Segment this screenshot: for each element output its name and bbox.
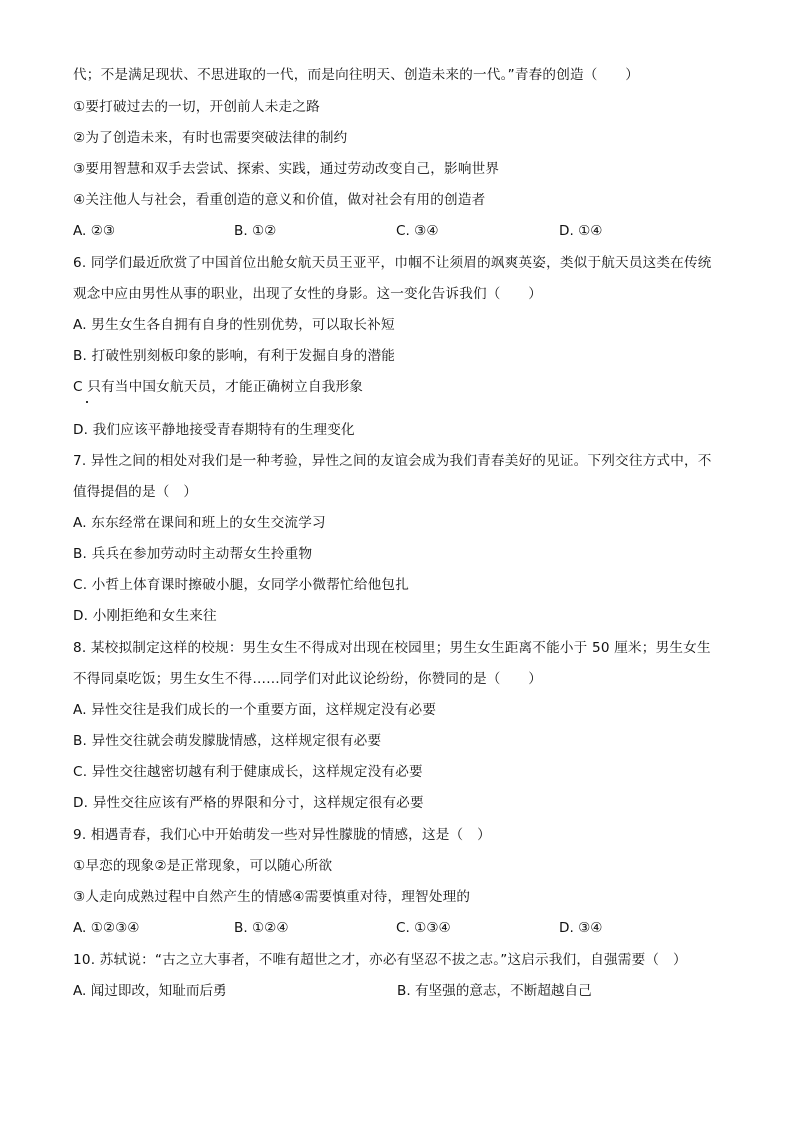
q6-option-d: D. 我们应该平静地接受青春期特有的生理变化 [73, 422, 355, 438]
q9-option-b: B. ①②④ [234, 920, 289, 936]
q8-option-d: D. 异性交往应该有严格的界限和分寸，这样规定很有必要 [73, 795, 424, 811]
q5-statement-1: ①要打破过去的一切，开创前人未走之路 [73, 99, 320, 115]
q9-stem: 9. 相遇青春，我们心中开始萌发一些对异性朦胧的情感，这是（ ） [73, 827, 491, 843]
q6-option-a: A. 男生女生各自拥有自身的性别优势，可以取长补短 [73, 317, 395, 333]
q7-option-c: C. 小哲上体育课时擦破小腿，女同学小微帮忙给他包扎 [73, 577, 409, 593]
q5-options [73, 222, 723, 240]
q6-option-b: B. 打破性别刻板印象的影响，有利于发掘自身的潜能 [73, 348, 396, 364]
q9-statement-2: ③人走向成熟过程中自然产生的情感④需要慎重对待，理智处理的 [73, 889, 471, 905]
q7-option-a: A. 东东经常在课间和班上的女生交流学习 [73, 515, 326, 531]
q7-stem-line-1: 7. 异性之间的相处对我们是一种考验，异性之间的友谊会成为我们青春美好的见证。下列交往方式中，不 [73, 453, 712, 469]
q5-option-a: A. ②③ [73, 223, 116, 239]
q5-continuation: 代；不是满足现状、不思进取的一代，而是向往明天、创造未来的一代。”青春的创造（ ） [73, 67, 639, 83]
stray-mark [86, 401, 88, 403]
q10-option-a: A. 闻过即改，知耻而后勇 [73, 983, 227, 999]
q9-option-d: D. ③④ [559, 920, 603, 936]
q6-option-c: C 只有当中国女航天员，才能正确树立自我形象 [73, 379, 364, 395]
q9-option-a: A. ①②③④ [73, 920, 140, 936]
q5-statement-4: ④关注他人与社会，看重创造的意义和价值，做对社会有用的创造者 [73, 192, 486, 208]
q6-stem-line-2: 观念中应由男性从事的职业，出现了女性的身影。这一变化告诉我们（ ） [73, 286, 542, 302]
q7-option-d: D. 小刚拒绝和女生来往 [73, 608, 217, 624]
q9-options [73, 919, 723, 937]
q10-option-b: B. 有坚强的意志，不断超越自己 [397, 983, 592, 999]
q5-option-c: C. ③④ [396, 223, 439, 239]
q8-option-b: B. 异性交往就会萌发朦胧情感，这样规定很有必要 [73, 733, 382, 749]
q5-statement-2: ②为了创造未来，有时也需要突破法律的制约 [73, 130, 348, 146]
q7-option-b: B. 兵兵在参加劳动时主动帮女生拎重物 [73, 546, 313, 562]
q8-option-a: A. 异性交往是我们成长的一个重要方面，这样规定没有必要 [73, 702, 437, 718]
q9-option-c: C. ①③④ [396, 920, 451, 936]
q5-option-b: B. ①② [234, 223, 277, 239]
q5-option-d: D. ①④ [559, 223, 603, 239]
q9-statement-1: ①早恋的现象②是正常现象，可以随心所欲 [73, 858, 333, 874]
q6-stem-line-1: 6. 同学们最近欣赏了中国首位出舱女航天员王亚平，巾帼不让须眉的飒爽英姿，类似于航天员这类在传统 [73, 255, 712, 271]
q5-statement-3: ③要用智慧和双手去尝试、探索、实践，通过劳动改变自己，影响世界 [73, 161, 500, 177]
q8-stem-line-2: 不得同桌吃饭；男生女生不得……同学们对此议论纷纷，你赞同的是（ ） [73, 671, 542, 687]
q10-options [73, 982, 723, 1000]
q10-stem: 10. 苏轼说：“古之立大事者，不唯有超世之才，亦必有坚忍不拔之志。”这启示我们，自强需要（ ） [73, 952, 687, 968]
q8-option-c: C. 异性交往越密切越有利于健康成长，这样规定没有必要 [73, 764, 423, 780]
q7-stem-line-2: 值得提倡的是（ ） [73, 484, 198, 500]
q8-stem-line-1: 8. 某校拟制定这样的校规：男生女生不得成对出现在校园里；男生女生距离不能小于 50 厘米；男生女生 [73, 640, 711, 656]
